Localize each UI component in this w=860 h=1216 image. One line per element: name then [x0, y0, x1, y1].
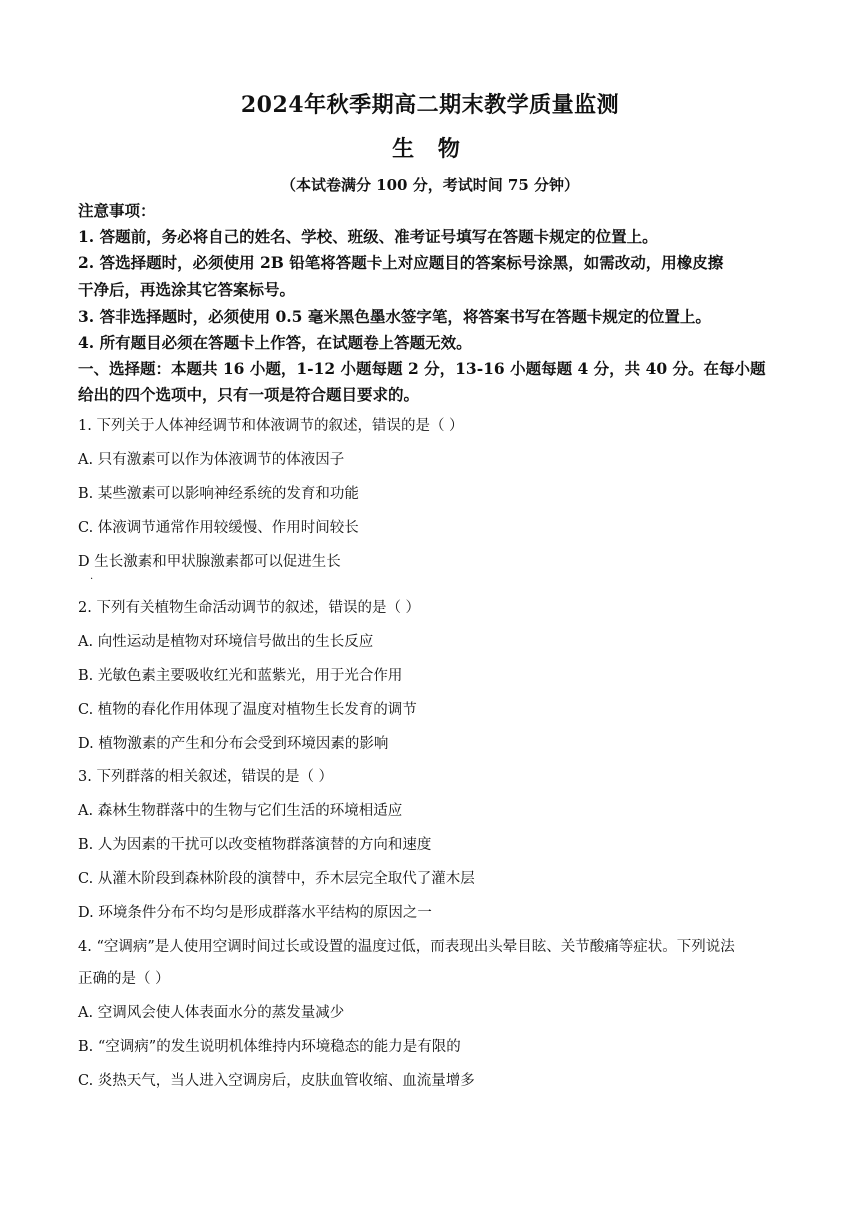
section-heading-line-1: 一、选择题：本题共 16 小题，1-12 小题每题 2 分，13-16 小题每题 4 分，共 40 分。在每小题 — [78, 359, 766, 378]
exam-title: 2024年秋季期高二期末教学质量监测 — [240, 92, 620, 118]
question-3-option-d: D. 环境条件分布不均匀是形成群落水平结构的原因之一 — [78, 905, 432, 921]
subject-title: 生 物 — [392, 136, 468, 162]
question-3-option-a: A. 森林生物群落中的生物与它们生活的环境相适应 — [78, 803, 403, 819]
question-2-stem: 2. 下列有关植物生命活动调节的叙述，错误的是（ ） — [78, 600, 421, 616]
notice-item-1: 1. 答题前，务必将自己的姓名、学校、班级、准考证号填写在答题卡规定的位置上。 — [78, 227, 658, 246]
question-4-stem-line-2: 正确的是（ ） — [78, 971, 170, 987]
question-1-stem: 1. 下列关于人体神经调节和体液调节的叙述，错误的是（ ） — [78, 418, 464, 434]
notice-heading: 注意事项： — [78, 201, 156, 220]
question-2-option-a: A. 向性运动是植物对环境信号做出的生长反应 — [78, 634, 374, 650]
question-1-option-b: B. 某些激素可以影响神经系统的发育和功能 — [78, 486, 359, 502]
question-3-stem: 3. 下列群落的相关叙述，错误的是（ ） — [78, 769, 334, 785]
question-2-option-b: B. 光敏色素主要吸收红光和蓝紫光，用于光合作用 — [78, 668, 403, 684]
notice-item-4: 4. 所有题目必须在答题卡上作答，在试题卷上答题无效。 — [78, 333, 472, 352]
notice-item-2-line-1: 2. 答选择题时，必须使用 2B 铅笔将答题卡上对应题目的答案标号涂黑，如需改动，用橡皮擦 — [78, 253, 724, 272]
question-1-option-a: A. 只有激素可以作为体液调节的体液因子 — [78, 452, 345, 468]
question-1-option-c: C. 体液调节通常作用较缓慢、作用时间较长 — [78, 520, 359, 536]
question-4-stem-line-1: 4. “空调病”是人使用空调时间过长或设置的温度过低，而表现出头晕目眩、关节酸痛等症状。下列说法 — [78, 939, 735, 955]
question-4-option-c: C. 炎热天气，当人进入空调房后，皮肤血管收缩、血流量增多 — [78, 1073, 475, 1089]
option-d-dot-mark: . — [90, 571, 94, 582]
question-4-option-a: A. 空调风会使人体表面水分的蒸发量减少 — [78, 1005, 345, 1021]
question-2-option-c: C. 植物的春化作用体现了温度对植物生长发育的调节 — [78, 702, 417, 718]
question-4-option-b: B. “空调病”的发生说明机体维持内环境稳态的能力是有限的 — [78, 1039, 461, 1055]
notice-item-3: 3. 答非选择题时，必须使用 0.5 毫米黑色墨水签字笔，将答案书写在答题卡规定的位置上。 — [78, 307, 711, 326]
section-heading-line-2: 给出的四个选项中，只有一项是符合题目要求的。 — [78, 385, 420, 404]
question-1-option-d: D 生长激素和甲状腺激素都可以促进生长 — [78, 554, 341, 570]
notice-item-2-line-2: 干净后，再选涂其它答案标号。 — [78, 280, 296, 299]
question-2-option-d: D. 植物激素的产生和分布会受到环境因素的影响 — [78, 736, 389, 752]
exam-note: （本试卷满分 100 分，考试时间 75 分钟） — [280, 176, 580, 194]
question-3-option-c: C. 从灌木阶段到森林阶段的演替中，乔木层完全取代了灌木层 — [78, 871, 475, 887]
question-3-option-b: B. 人为因素的干扰可以改变植物群落演替的方向和速度 — [78, 837, 432, 853]
